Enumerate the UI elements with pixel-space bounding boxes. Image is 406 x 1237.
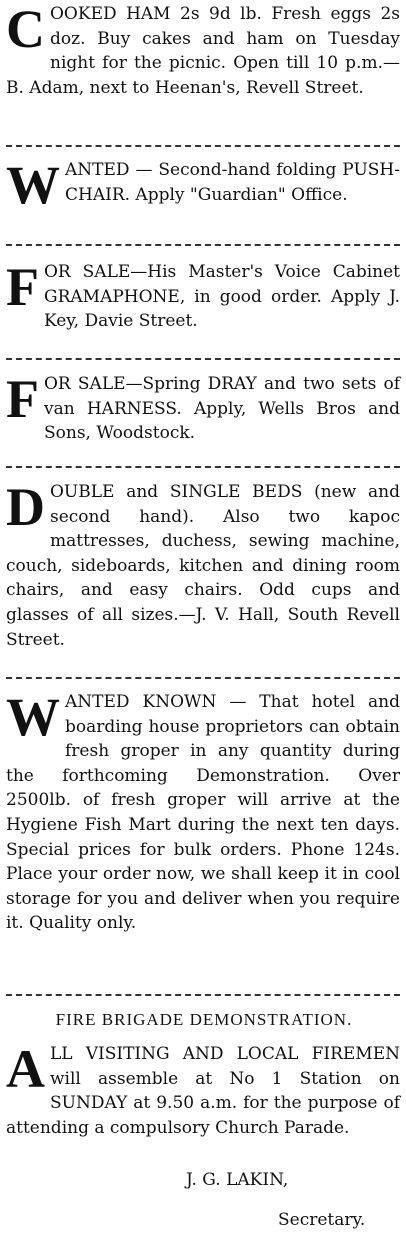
drop-cap: W — [6, 155, 60, 215]
ad-beds — [6, 477, 400, 652]
ad-text: OUBLE and SINGLE BEDS (new and second hand). Also two kapoc mattresses, duchess, sewing machine, couch, sideboards, kitchen and dining room chairs, and easy chairs. Odd cups and glasses of all sizes.—J. V. Hall, South Revell Street. — [6, 482, 400, 650]
ad-text: OR SALE—Spring DRAY and two sets of van HARNESS. Apply, Wells Bros and Sons, Woodstock. — [44, 374, 400, 444]
ad-text: OOKED HAM 2s 9d lb. Fresh eggs 2s doz. Buy cakes and ham on Tuesday night for the picnic. Open till 10 p.m.—B. Adam, next to Heenan's, Revell Street. — [6, 4, 400, 98]
ad-text: ANTED KNOWN — That hotel and boarding house proprietors can obtain fresh groper in any quantity during the forthcoming Demonstration. Over 2500lb. of fresh groper will arrive at the Hygiene Fish Mart during the next ten days. Special prices for bulk orders. Phone 124s. Place your order now, we shall keep it in cool storage for you and deliver when you require it. Quality only. — [6, 692, 400, 934]
divider — [6, 358, 400, 360]
ad-gramaphone — [6, 257, 400, 334]
drop-cap: D — [6, 477, 45, 537]
notice-firemen — [6, 1039, 400, 1140]
drop-cap: C — [6, 0, 45, 59]
ad-wanted-push-chair — [6, 155, 400, 215]
signature-name: J. G. LAKIN, — [186, 1170, 289, 1190]
ad-text: ANTED — Second-hand folding PUSH-CHAIR. Apply "Guardian" Office. — [65, 160, 400, 205]
ad-wanted-known-groper — [6, 687, 400, 936]
drop-cap: F — [6, 257, 39, 317]
divider — [6, 677, 400, 679]
divider — [6, 244, 400, 246]
notice-heading: FIRE BRIGADE DEMONSTRATION. — [55, 1010, 353, 1029]
divider — [6, 145, 400, 147]
divider — [6, 994, 400, 996]
notice-text: LL VISITING AND LOCAL FIREMEN will assemble at No 1 Station on SUNDAY at 9.50 a.m. for the purpose of attending a compulsory Church Parade. — [6, 1044, 400, 1138]
signature-title: Secretary. — [278, 1210, 366, 1230]
ad-text: OR SALE—His Master's Voice Cabinet GRAMAPHONE, in good order. Apply J. Key, Davie Street. — [44, 262, 400, 332]
divider — [6, 466, 400, 468]
drop-cap: A — [6, 1039, 45, 1099]
drop-cap: W — [6, 687, 60, 747]
ad-dray-harness — [6, 369, 400, 446]
ad-cooked-ham — [6, 2, 400, 100]
drop-cap: F — [6, 369, 39, 429]
